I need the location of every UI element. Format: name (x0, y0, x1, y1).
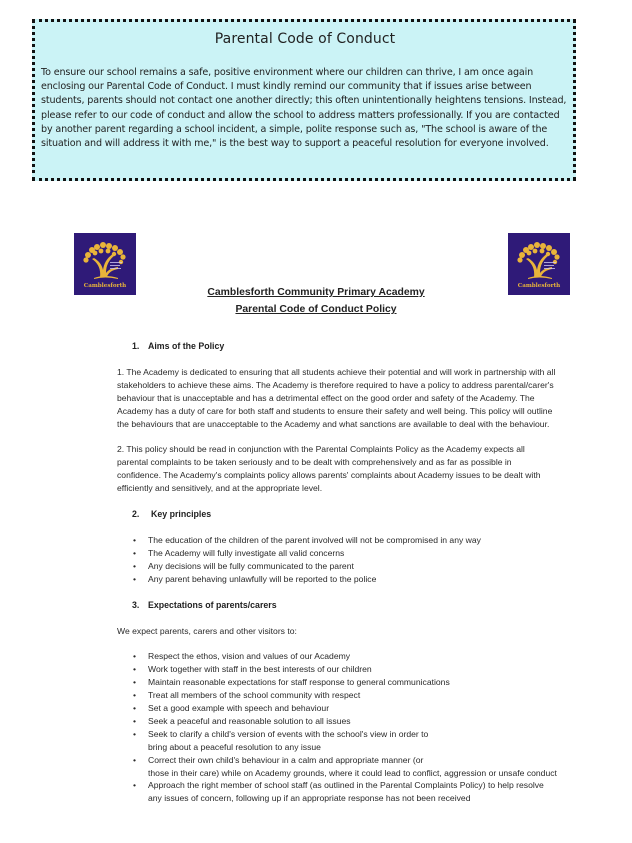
school-name-heading (0, 287, 632, 298)
list-item-text: Treat all members of the school community with respect (148, 690, 361, 701)
section-number: 2. (132, 509, 140, 520)
list-item (117, 663, 557, 676)
expectations-intro: We expect parents, carers and other visitors to: (117, 625, 297, 636)
bullet-icon: • (133, 690, 137, 701)
school-logo-left (74, 233, 136, 295)
paragraph: 2. This policy should be read in conjunction with the Parental Complaints Policy as the Academy expects all parental complaints to be taken seriously and to be dealt with comprehensively and as far as possible in confidence. The Academy's complaints policy allows parents' complaints about Academy issues to be dealt with efficiently and sensitively, and at the appropriate level. (117, 444, 541, 494)
policy-title: Parental Code of Conduct Policy (235, 304, 397, 315)
policy-body (117, 340, 557, 805)
bullet-icon: • (133, 534, 137, 545)
list-item-text: Seek to clarify a child's version of events with the school's view in order to bring about a peaceful resolution to any issue (148, 728, 429, 752)
logo-caption: Camblesforth (517, 283, 561, 289)
list-item-text: Set a good example with speech and behaviour (148, 703, 330, 714)
list-item (117, 573, 557, 586)
bullet-icon: • (133, 651, 137, 662)
list-item-text: Any decisions will be fully communicated to the parent (148, 560, 354, 571)
list-item-text: The education of the children of the parent involved will not be compromised in any way (148, 534, 481, 545)
paragraph: 1. The Academy is dedicated to ensuring that all students achieve their potential and will work in partnership with all stakeholders to achieve these aims. The Academy is therefore required to have a policy to address parental/carer's behaviour that is unacceptable and has a detrimental effect on the good order and safety of the Academy. The Academy has a duty of care for both staff and students to ensure their safety and well being. This policy will outline the behaviours that are unacceptable to the Academy and what sanctions are available to deal with the behaviour. (117, 366, 556, 429)
list-item (117, 547, 557, 560)
section-heading: Aims of the Policy (148, 341, 225, 351)
bullet-icon: • (133, 780, 137, 791)
section-number: 3. (132, 599, 140, 610)
list-item (117, 650, 557, 663)
list-item (117, 715, 557, 728)
section-title-aims (132, 340, 557, 353)
bullet-icon: • (133, 754, 137, 765)
list-item (117, 676, 557, 689)
section-title-expectations (132, 599, 557, 612)
list-item-text: The Academy will fully investigate all valid concerns (148, 547, 345, 558)
bullet-icon: • (133, 728, 137, 739)
school-logo-right (508, 233, 570, 295)
section-title-key-principles (132, 508, 557, 521)
bullet-icon: • (133, 547, 137, 558)
section-number: 1. (132, 341, 140, 351)
list-item-text: Maintain reasonable expectations for staff response to general communications (148, 677, 450, 688)
bullet-icon: • (133, 664, 137, 675)
list-item (117, 560, 557, 573)
policy-title-heading (0, 304, 632, 315)
key-principles-list (117, 534, 557, 586)
expectations-list (117, 650, 557, 805)
list-item (117, 728, 557, 754)
bullet-icon: • (133, 677, 137, 688)
school-name: Camblesforth Community Primary Academy (207, 287, 425, 298)
callout-box (32, 19, 576, 181)
list-item (117, 779, 557, 805)
logo-caption: Camblesforth (83, 283, 127, 289)
callout-title: Parental Code of Conduct (214, 31, 396, 47)
list-item-text: Respect the ethos, vision and values of our Academy (148, 651, 351, 662)
list-item-text: Seek a peaceful and reasonable solution to all issues (148, 715, 351, 726)
bullet-icon: • (133, 715, 137, 726)
list-item (117, 689, 557, 702)
section-heading: Expectations of parents/carers (148, 599, 277, 610)
list-item-text: Correct their own child's behaviour in a calm and appropriate manner (or those in their care) while on Academy grounds, where it could lead to conflict, aggression or unsafe conduct (148, 754, 557, 778)
list-item (117, 702, 557, 715)
bullet-icon: • (133, 560, 137, 571)
bullet-icon: • (133, 573, 137, 584)
list-item-text: Work together with staff in the best interests of our children (148, 664, 372, 675)
list-item (117, 534, 557, 547)
list-item-text: Approach the right member of school staff (as outlined in the Parental Complaints Policy) to help resolve any issues of concern, following up if an appropriate response has not been received (148, 780, 544, 804)
bullet-icon: • (133, 703, 137, 714)
section-heading: Key principles (151, 509, 212, 520)
callout-body: To ensure our school remains a safe, positive environment where our children can thrive, I am once again enclosing our Parental Code of Conduct. I must kindly remind our community that if issues arise between students, parents should not contact one another directly; this often unintentionally heightens tensions. Instead, please refer to our code of conduct and allow the school to address matters professionally. If you are contacted by another parent regarding a school incident, a simple, polite response such as, "The school is aware of the situation and will address it with me," is the best way to support a peaceful resolution for everyone involved. (41, 67, 567, 150)
list-item-text: Any parent behaving unlawfully will be reported to the police (148, 573, 377, 584)
list-item (117, 754, 557, 780)
